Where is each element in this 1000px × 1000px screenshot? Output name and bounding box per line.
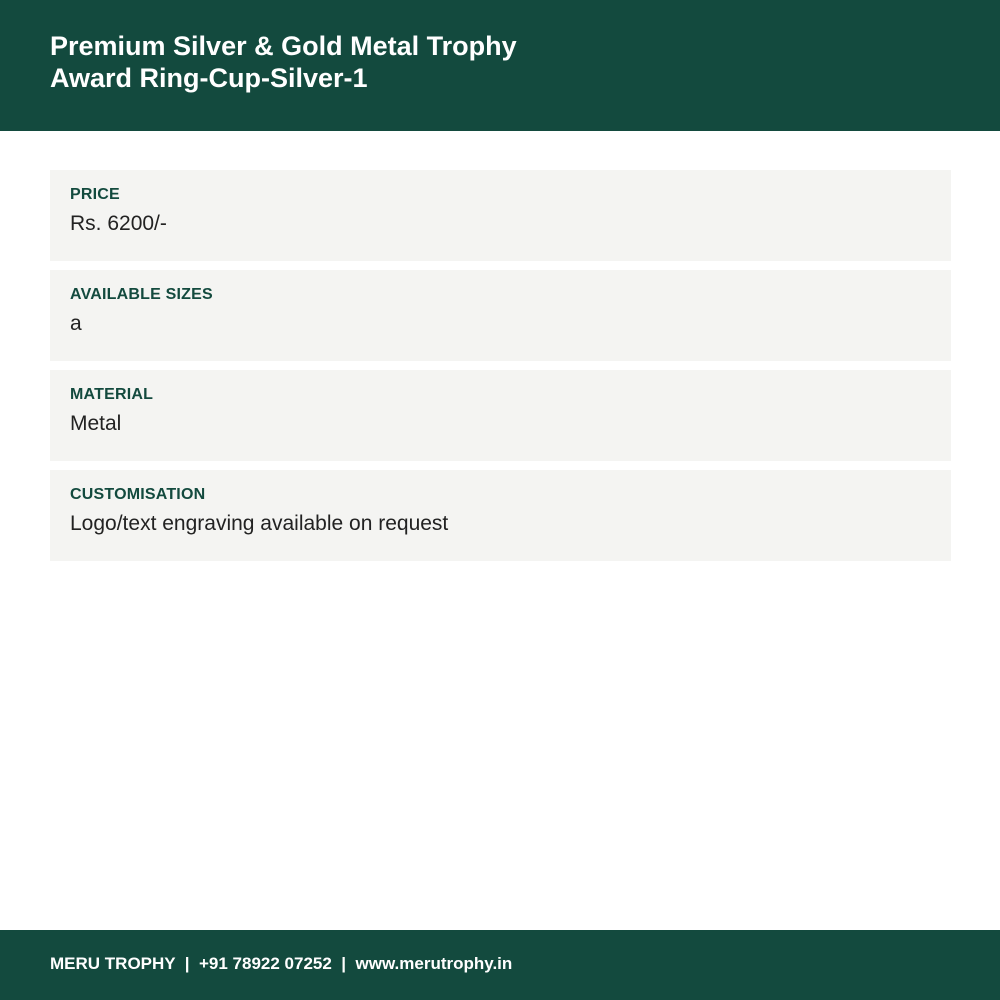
spec-label-customisation: CUSTOMISATION [70,486,206,503]
spec-value-material: Metal [70,412,122,435]
spec-card-customisation [50,470,951,561]
footer-bar [0,930,1000,1000]
spec-value-available-sizes: a [70,312,82,335]
spec-list [50,170,951,570]
footer-separator-2: | [341,953,347,973]
spec-label-material: MATERIAL [70,386,154,403]
spec-value-customisation: Logo/text engraving available on request [70,512,449,535]
spec-label-available-sizes: AVAILABLE SIZES [70,286,213,303]
product-title-line-1: Premium Silver & Gold Metal Trophy [50,31,517,61]
header-banner [0,0,1000,131]
product-title [50,30,610,94]
spec-label-price: PRICE [70,186,120,203]
spec-card-available-sizes [50,270,951,361]
spec-value-price: Rs. 6200/- [70,212,167,235]
footer-contact [50,954,512,974]
footer-phone: +91 78922 07252 [198,953,332,973]
spec-card-material [50,370,951,461]
footer-website: www.merutrophy.in [355,953,513,973]
footer-separator-1: | [184,953,190,973]
spec-card-price [50,170,951,261]
footer-brand: MERU TROPHY [50,953,176,973]
product-title-line-2: Award Ring-Cup-Silver-1 [50,63,368,93]
